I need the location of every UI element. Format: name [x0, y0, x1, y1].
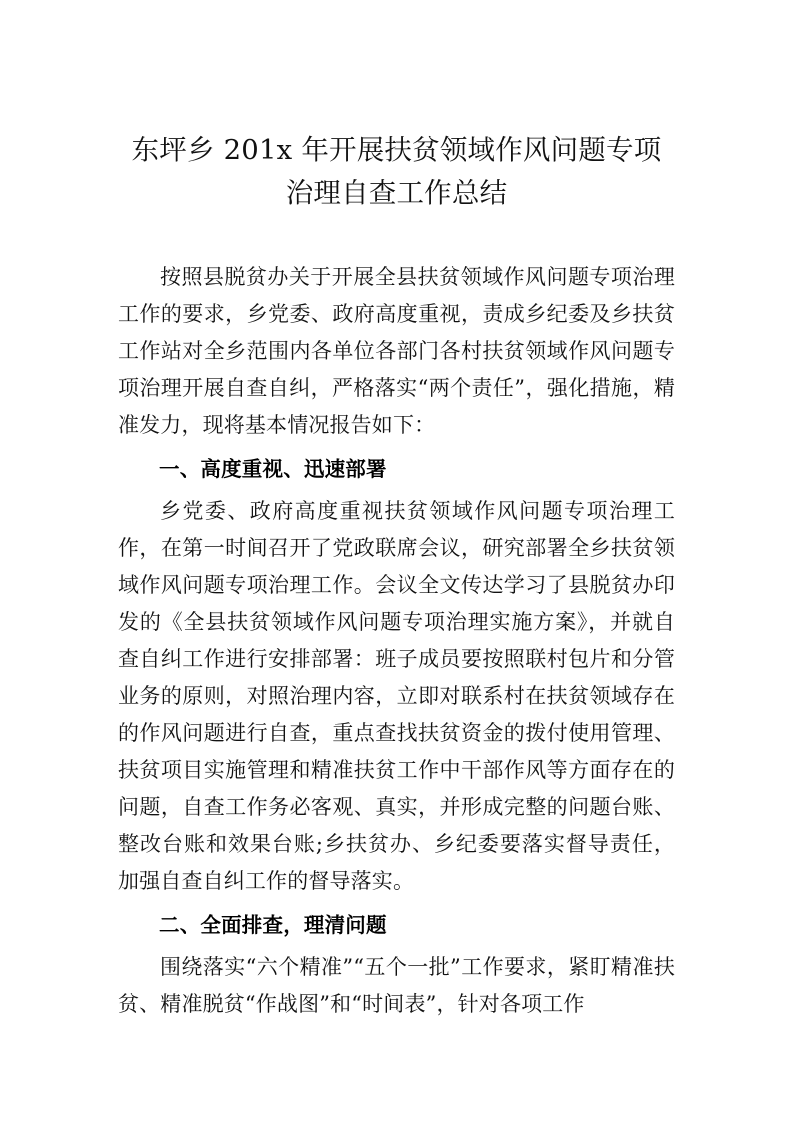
section-paragraph-2: 围绕落实“六个精准”“五个一批”工作要求，紧盯精准扶贫、精准脱贫“作战图”和“时间表”，针对各项工作	[118, 955, 675, 1016]
section-heading-2: 二、全面排查，理清问题	[159, 914, 387, 937]
page-title-line-1: 东坪乡 201x 年开展扶贫领域作风问题专项	[131, 134, 662, 166]
section-paragraph-1: 乡党委、政府高度重视扶贫领域作风问题专项治理工作，在第一时间召开了党政联席会议，研究部署全乡扶贫领域作风问题专项治理工作。会议全文传达学习了县脱贫办印发的《全县扶贫领域作风问题专项治理实施方案》，并就自查自纠工作进行安排部署：班子成员要按照联村包片和分管业务的原则，对照治理内容，立即对联系村在扶贫领域存在的作风问题进行自查，重点查找扶贫资金的拨付使用管理、扶贫项目实施管理和精准扶贫工作中干部作风等方面存在的问题，自查工作务必客观、真实，并形成完整的问题台账、整改台账和效果台账;乡扶贫办、乡纪委要落实督导责任，加强自查自纠工作的督导落实。	[118, 499, 675, 893]
intro-paragraph: 按照县脱贫办关于开展全县扶贫领域作风问题专项治理工作的要求，乡党委、政府高度重视，责成乡纪委及乡扶贫工作站对全乡范围内各单位各部门各村扶贫领域作风问题专项治理开展自查自纠，严格落实“两个责任”，强化措施，精准发力，现将基本情况报告如下：	[118, 265, 675, 437]
page-title-line-2: 治理自查工作总结	[285, 177, 508, 209]
page-title	[118, 0, 675, 215]
document-content	[118, 0, 675, 1023]
section-heading-1: 一、高度重视、迅速部署	[159, 458, 387, 481]
